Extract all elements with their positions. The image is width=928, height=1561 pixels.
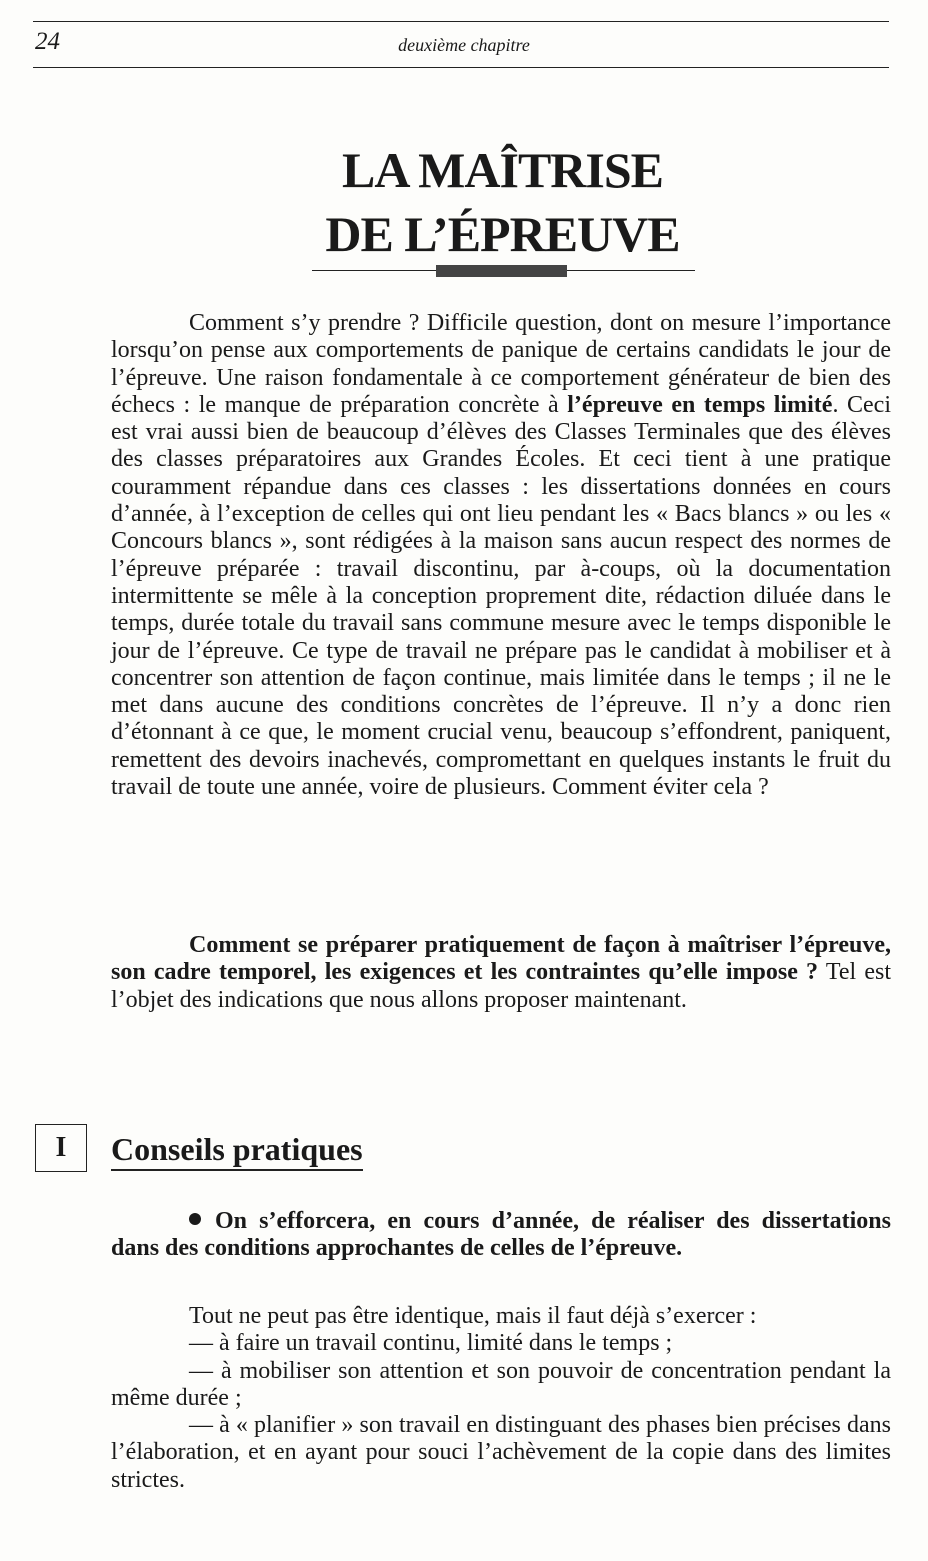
intro-text-1: Comment s’y prendre ? Difficile question, dont on mesure l’importance lorsqu’on pense aux comportements de panique de certains candidats le jour de l’épreuve. Une raison fondamentale à ce comportement générateur de bien des échecs : le manque de préparation concrète à	[111, 310, 891, 418]
exercise-item: — à mobiliser son attention et son pouvoir de concentration pendant la même durée ;	[111, 1357, 891, 1411]
header-top-rule	[33, 21, 889, 22]
chapter-title-line-1: LA MAÎTRISE	[341, 142, 664, 198]
advice-paragraph	[111, 1208, 891, 1263]
advice-text: On s’efforcera, en cours d’année, de réaliser des dissertations dans des conditions approchantes de celles de l’épreuve.	[111, 1208, 891, 1262]
intro-emphasis: l’épreuve en temps limité	[567, 391, 833, 418]
question-bold: Comment se préparer pratiquement de façon à maîtriser l’épreuve, son cadre temporel, les exigences et les contraintes qu’elle impose ?	[111, 932, 891, 986]
exercise-item: — à « planifier » son travail en distinguant des phases bien précises dans l’élaboration, et en ayant pour souci l’achèvement de la copie dans des limites strictes.	[111, 1412, 891, 1493]
bullet-icon	[189, 1213, 201, 1225]
page-number: 24	[35, 28, 60, 55]
chapter-title-line-2: DE L’ÉPREUVE	[325, 206, 680, 262]
title-ornament	[312, 265, 695, 277]
intro-paragraph	[111, 310, 891, 801]
chapter-title	[100, 138, 905, 266]
section-number-box: I	[35, 1124, 87, 1172]
intro-text-2: . Ceci est vrai aussi bien de beaucoup d’élèves des Classes Terminales que des élèves des classes préparatoires aux Grandes Écoles. Et ceci tient à une pratique couramment répandue dans ces classes : les dissertations données en cours d’année, à l’exception de celles qui ont lieu pendant les « Bacs blancs » ou les « Concours blancs », sont rédigées à la maison sans aucun respect des normes de l’épreuve préparée : travail discontinu, par à-coups, où la documentation intermittente se mêle à la conception proprement dite, rédaction diluée dans le temps, durée totale du travail sans commune mesure avec le temps disponible le jour de l’épreuve. Ce type de travail ne prépare pas le candidat à mobiliser et à concentrer son attention de façon continue, mais limitée dans le temps ; il ne le met dans aucune des conditions concrètes de l’épreuve. Il n’y a donc rien d’étonnant à ce que, le moment crucial venu, beaucoup s’effondrent, paniquent, remettent des devoirs inachevés, compromettant en quelques instants le fruit du travail de toute une année, voire de plusieurs. Comment éviter cela ?	[111, 391, 891, 801]
exercise-block	[111, 1303, 891, 1494]
question-paragraph	[111, 932, 891, 1014]
section-title: Conseils pratiques	[111, 1131, 363, 1171]
exercise-item: — à faire un travail continu, limité dans le temps ;	[189, 1330, 673, 1357]
exercise-lead: Tout ne peut pas être identique, mais il faut déjà s’exercer :	[189, 1303, 757, 1329]
ornament-bar	[436, 265, 567, 277]
running-head: deuxième chapitre	[398, 35, 530, 55]
header-bottom-rule	[33, 67, 889, 68]
question-rest: Tel est l’objet des indications que nous allons proposer maintenant.	[111, 959, 892, 1013]
